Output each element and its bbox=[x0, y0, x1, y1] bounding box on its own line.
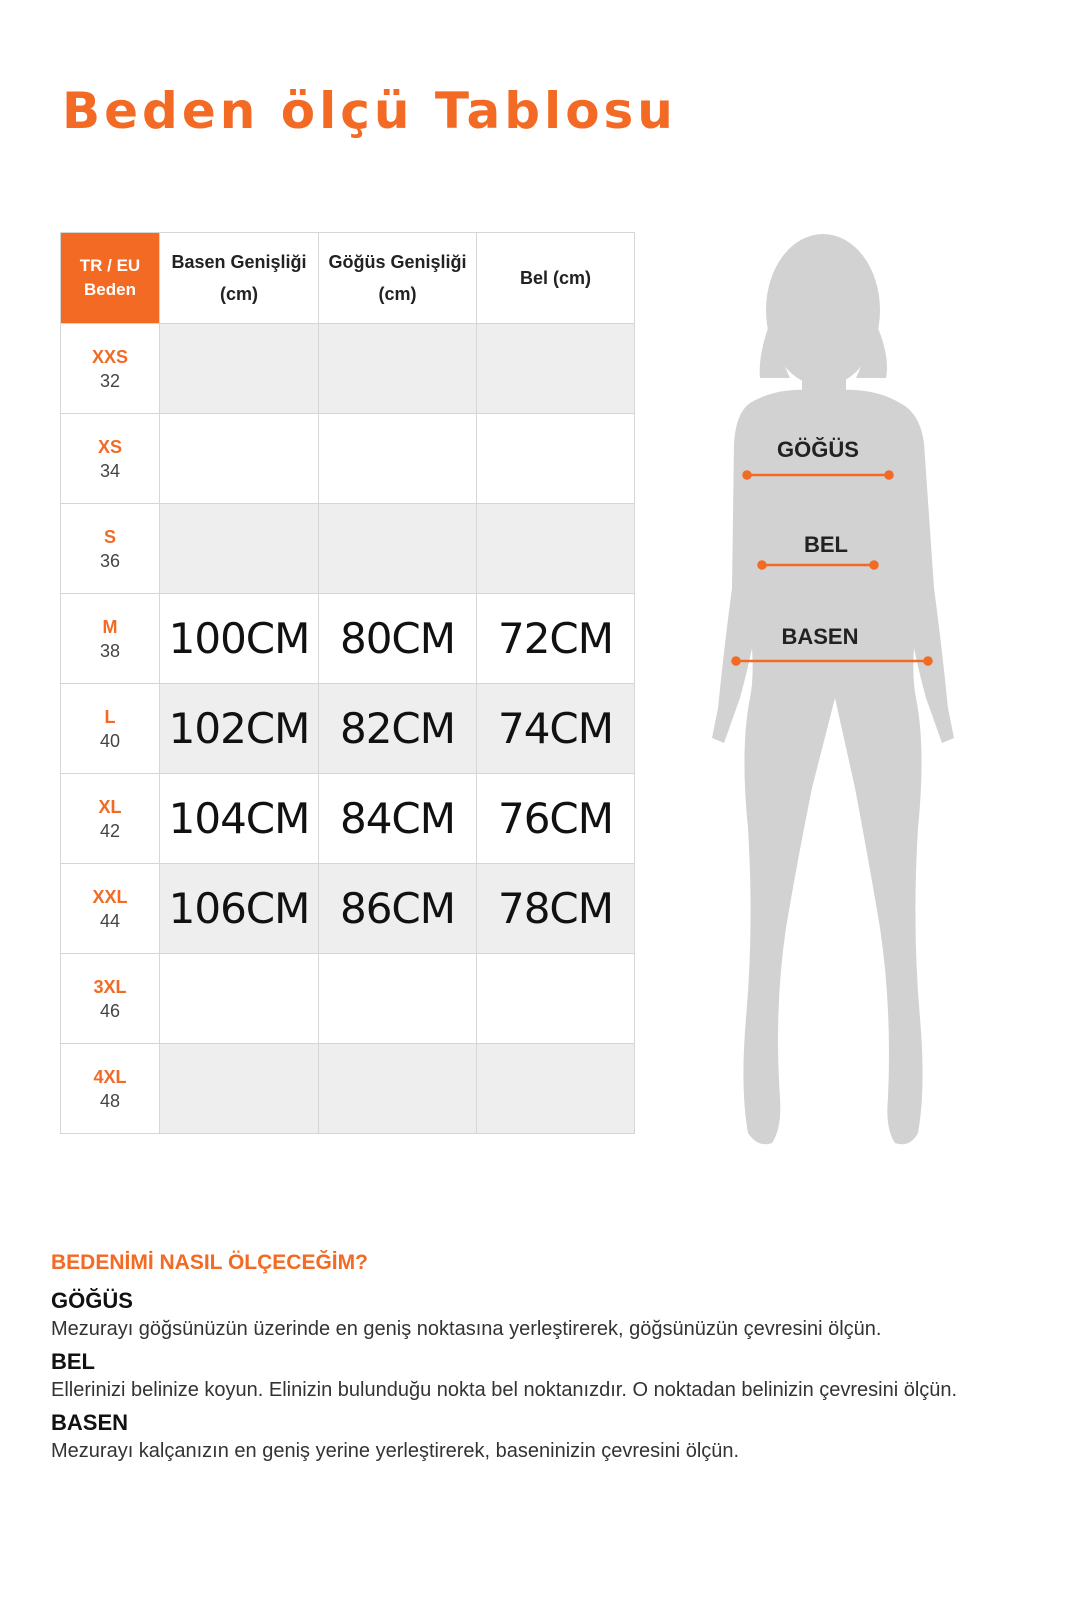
hip-value bbox=[160, 1044, 319, 1134]
chest-value: 86CM bbox=[319, 864, 477, 954]
eu-size: 48 bbox=[99, 1090, 121, 1111]
chest-value bbox=[319, 1044, 477, 1134]
hip-label: BASEN bbox=[781, 624, 859, 649]
hip-instructions: Mezurayı kalçanızın en geniş yerine yerleştirerek, baseninizin çevresini ölçün. bbox=[51, 1440, 740, 1462]
hip-value bbox=[160, 414, 319, 504]
size-label: XXL bbox=[92, 886, 128, 907]
header-size-line2: Beden bbox=[84, 280, 136, 299]
eu-size: 42 bbox=[99, 820, 121, 841]
table-row bbox=[61, 504, 635, 594]
size-cell bbox=[61, 504, 160, 594]
chest-value bbox=[319, 954, 477, 1044]
hip-value: 100CM bbox=[160, 594, 319, 684]
eu-size: 36 bbox=[99, 550, 121, 571]
chest-value bbox=[319, 504, 477, 594]
waist-value bbox=[477, 954, 635, 1044]
size-label: S bbox=[103, 526, 116, 547]
header-hip-line2: (cm) bbox=[219, 284, 258, 304]
table-row bbox=[61, 414, 635, 504]
eu-size: 46 bbox=[99, 1000, 121, 1021]
size-label: 4XL bbox=[93, 1066, 127, 1087]
header-hip-line1: Basen Genişliği bbox=[171, 252, 307, 272]
header-chest-line1: Göğüs Genişliği bbox=[328, 252, 467, 272]
hip-value: 106CM bbox=[160, 864, 319, 954]
waist-value: 72CM bbox=[477, 594, 635, 684]
how-to-title: BEDENİMİ NASIL ÖLÇECEĞİM? bbox=[51, 1251, 368, 1274]
waist-value bbox=[477, 414, 635, 504]
eu-size: 44 bbox=[99, 910, 121, 931]
table-header-row bbox=[61, 233, 635, 324]
header-chest-line2: (cm) bbox=[378, 284, 417, 304]
hip-heading: BASEN bbox=[51, 1410, 129, 1435]
hip-value: 102CM bbox=[160, 684, 319, 774]
header-size-column bbox=[61, 233, 160, 324]
hip-value bbox=[160, 954, 319, 1044]
hip-value bbox=[160, 324, 319, 414]
eu-size: 38 bbox=[99, 640, 121, 661]
size-label: M bbox=[102, 616, 118, 637]
header-waist-column bbox=[477, 233, 635, 324]
chest-value: 82CM bbox=[319, 684, 477, 774]
size-cell bbox=[61, 324, 160, 414]
table-row bbox=[61, 774, 635, 864]
chest-value: 80CM bbox=[319, 594, 477, 684]
hip-value: 104CM bbox=[160, 774, 319, 864]
table-row bbox=[61, 1044, 635, 1134]
size-cell bbox=[61, 414, 160, 504]
size-cell bbox=[61, 684, 160, 774]
waist-value: 78CM bbox=[477, 864, 635, 954]
size-label: 3XL bbox=[93, 976, 127, 997]
size-cell bbox=[61, 864, 160, 954]
size-cell bbox=[61, 954, 160, 1044]
chest-heading: GÖĞÜS bbox=[51, 1288, 133, 1313]
waist-value: 74CM bbox=[477, 684, 635, 774]
table-row bbox=[61, 864, 635, 954]
waist-value bbox=[477, 324, 635, 414]
eu-size: 40 bbox=[99, 730, 121, 751]
size-label: XS bbox=[97, 436, 122, 457]
waist-label: BEL bbox=[804, 532, 848, 557]
header-hip-column bbox=[160, 233, 319, 324]
how-to-measure-section bbox=[51, 1248, 1011, 1469]
eu-size: 34 bbox=[99, 460, 121, 481]
table-row bbox=[61, 954, 635, 1044]
header-waist-label: Bel (cm) bbox=[519, 268, 591, 288]
waist-value bbox=[477, 1044, 635, 1134]
size-cell bbox=[61, 594, 160, 684]
waist-heading: BEL bbox=[51, 1349, 95, 1374]
waist-value bbox=[477, 504, 635, 594]
waist-instructions: Ellerinizi belinize koyun. Elinizin bulunduğu nokta bel noktanızdır. O noktadan belinizin çevresini ölçün. bbox=[51, 1379, 958, 1401]
size-label: L bbox=[104, 706, 116, 727]
chest-value bbox=[319, 324, 477, 414]
chest-label: GÖĞÜS bbox=[777, 437, 859, 462]
female-silhouette-icon bbox=[680, 228, 980, 1153]
size-label: XXS bbox=[91, 346, 129, 367]
body-measurement-figure bbox=[680, 228, 980, 1153]
size-label: XL bbox=[98, 796, 122, 817]
hip-value bbox=[160, 504, 319, 594]
header-chest-column bbox=[319, 233, 477, 324]
header-size-line1: TR / EU bbox=[79, 256, 141, 275]
waist-value: 76CM bbox=[477, 774, 635, 864]
table-row bbox=[61, 324, 635, 414]
table-row bbox=[61, 594, 635, 684]
eu-size: 32 bbox=[99, 370, 121, 391]
page-title: Beden ölçü Tablosu bbox=[62, 82, 677, 140]
chest-instructions: Mezurayı göğsünüzün üzerinde en geniş noktasına yerleştirerek, göğsünüzün çevresini ölçün. bbox=[51, 1318, 882, 1340]
table-row bbox=[61, 684, 635, 774]
size-cell bbox=[61, 774, 160, 864]
chest-value bbox=[319, 414, 477, 504]
chest-value: 84CM bbox=[319, 774, 477, 864]
size-cell bbox=[61, 1044, 160, 1134]
size-chart-table bbox=[60, 232, 635, 1134]
